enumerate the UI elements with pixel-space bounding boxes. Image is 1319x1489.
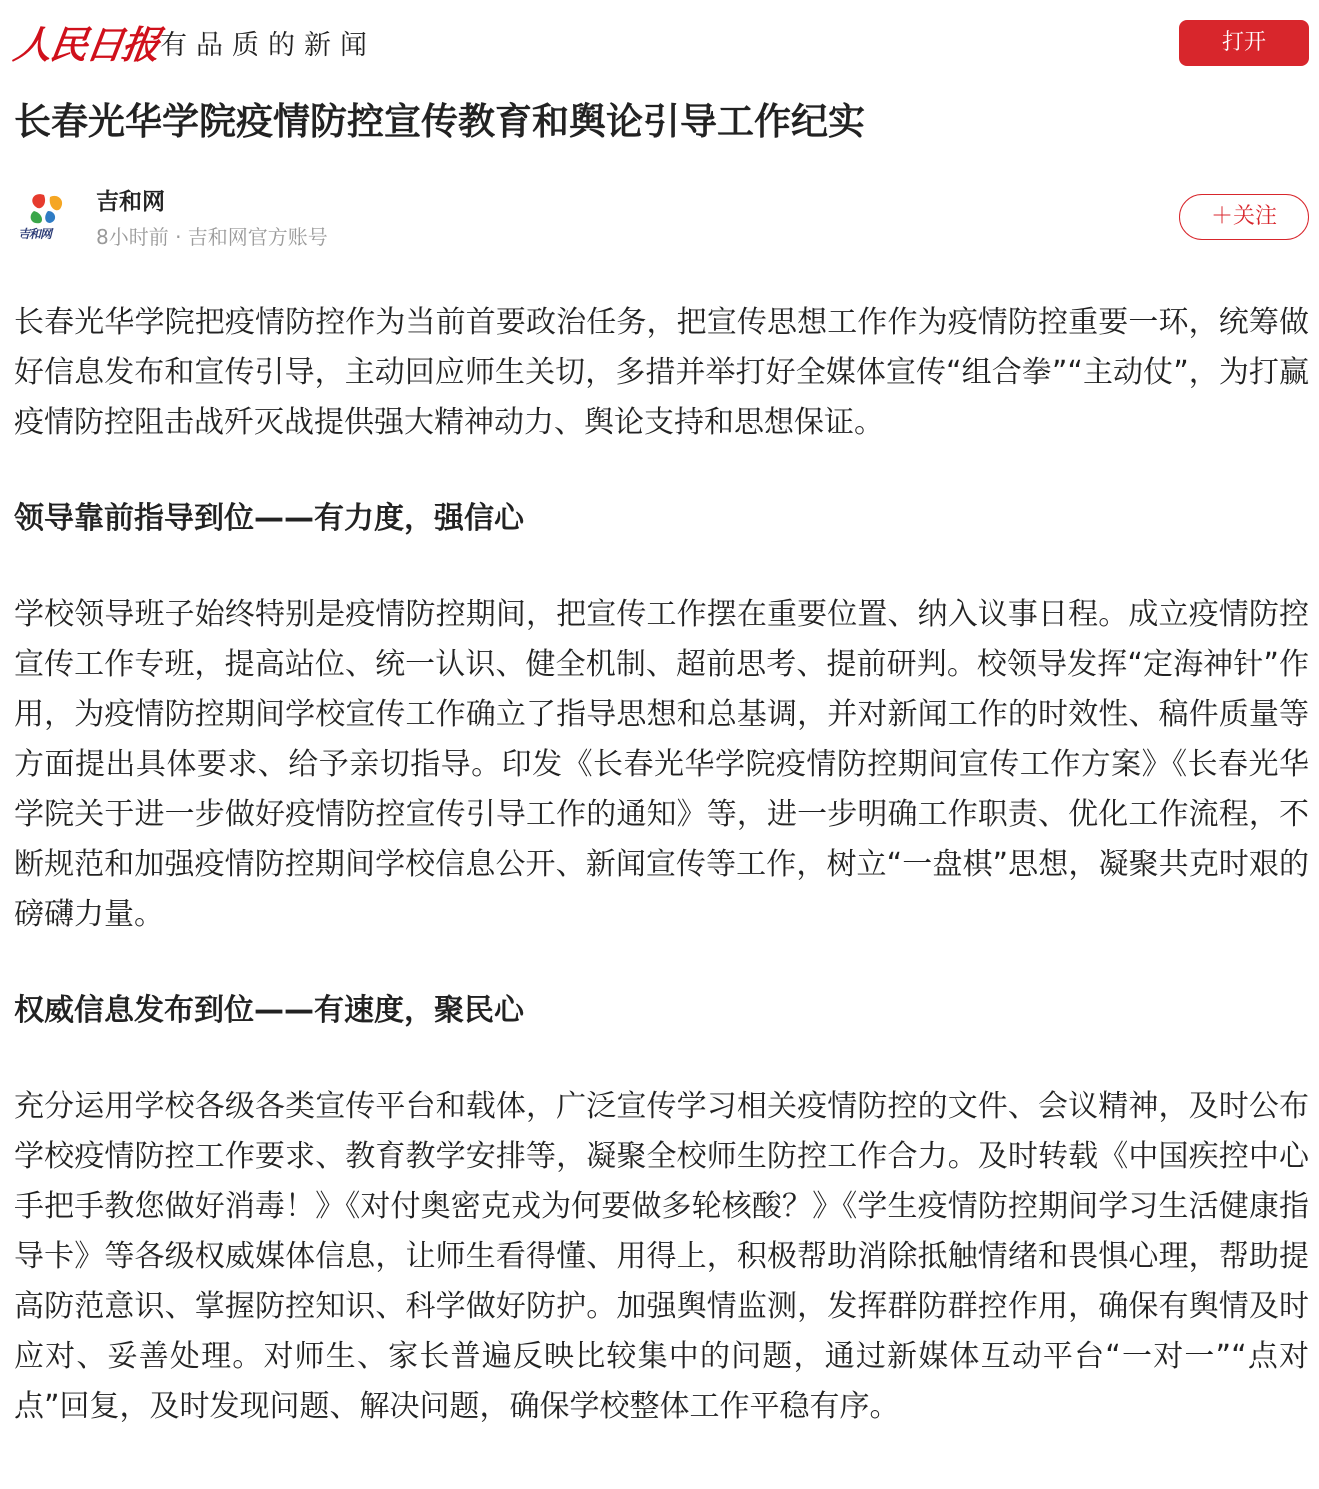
article-body <box>14 298 1309 1432</box>
open-app-button[interactable]: 打开 <box>1179 20 1309 66</box>
author-bar <box>14 180 1309 256</box>
author-logo-text: 吉和网 <box>18 227 52 241</box>
paragraph: 长春光华学院把疫情防控作为当前首要政治任务，把宣传思想工作作为疫情防控重要一环，统筹做好信息发布和宣传引导，主动回应师生关切，多措并举打好全媒体宣传“组合拳”“主动仗”，为打赢疫情防控阻击战歼灭战提供强大精神动力、舆论支持和思想保证。 <box>14 305 1309 440</box>
brand-logo[interactable]: 人民日报 <box>10 22 162 67</box>
paragraph: 学校领导班子始终特别是疫情防控期间，把宣传工作摆在重要位置、纳入议事日程。成立疫情防控宣传工作专班，提高站位、统一认识、健全机制、超前思考、提前研判。校领导发挥“定海神针”作用，为疫情防控期间学校宣传工作确立了指导思想和总基调，并对新闻工作的时效性、稿件质量等方面提出具体要求、给予亲切指导。印发《长春光华学院疫情防控期间宣传工作方案》《长春光华学院关于进一步做好疫情防控宣传引导工作的通知》等，进一步明确工作职责、优化工作流程，不断规范和加强疫情防控期间学校信息公开、新闻宣传等工作，树立“一盘棋”思想，凝聚共克时艰的磅礴力量。 <box>14 597 1309 932</box>
section-heading: 权威信息发布到位——有速度，聚民心 <box>14 993 524 1028</box>
avatar[interactable] <box>14 185 78 249</box>
article-title: 长春光华学院疫情防控宣传教育和舆论引导工作纪实 <box>14 100 865 143</box>
brand-slogan: 有品质的新闻 <box>160 30 376 61</box>
paragraph: 充分运用学校各级各类宣传平台和载体，广泛宣传学习相关疫情防控的文件、会议精神，及时公布学校疫情防控工作要求、教育教学安排等，凝聚全校师生防控工作合力。及时转载《中国疾控中心手把手教您做好消毒！》《对付奥密克戎为何要做多轮核酸？》《学生疫情防控期间学习生活健康指导卡》等各级权威媒体信息，让师生看得懂、用得上，积极帮助消除抵触情绪和畏惧心理，帮助提高防范意识、掌握防控知识、科学做好防护。加强舆情监测，发挥群防群控作用，确保有舆情及时应对、妥善处理。对师生、家长普遍反映比较集中的问题，通过新媒体互动平台“一对一”“点对点”回复，及时发现问题、解决问题，确保学校整体工作平稳有序。 <box>14 1089 1309 1424</box>
author-meta: 8小时前 · 吉和网官方账号 <box>96 225 328 249</box>
follow-button[interactable]: ＋关注 <box>1179 194 1309 240</box>
author-name[interactable]: 吉和网 <box>96 189 165 215</box>
top-bar <box>0 0 1319 90</box>
section-heading: 领导靠前指导到位——有力度，强信心 <box>14 501 524 536</box>
